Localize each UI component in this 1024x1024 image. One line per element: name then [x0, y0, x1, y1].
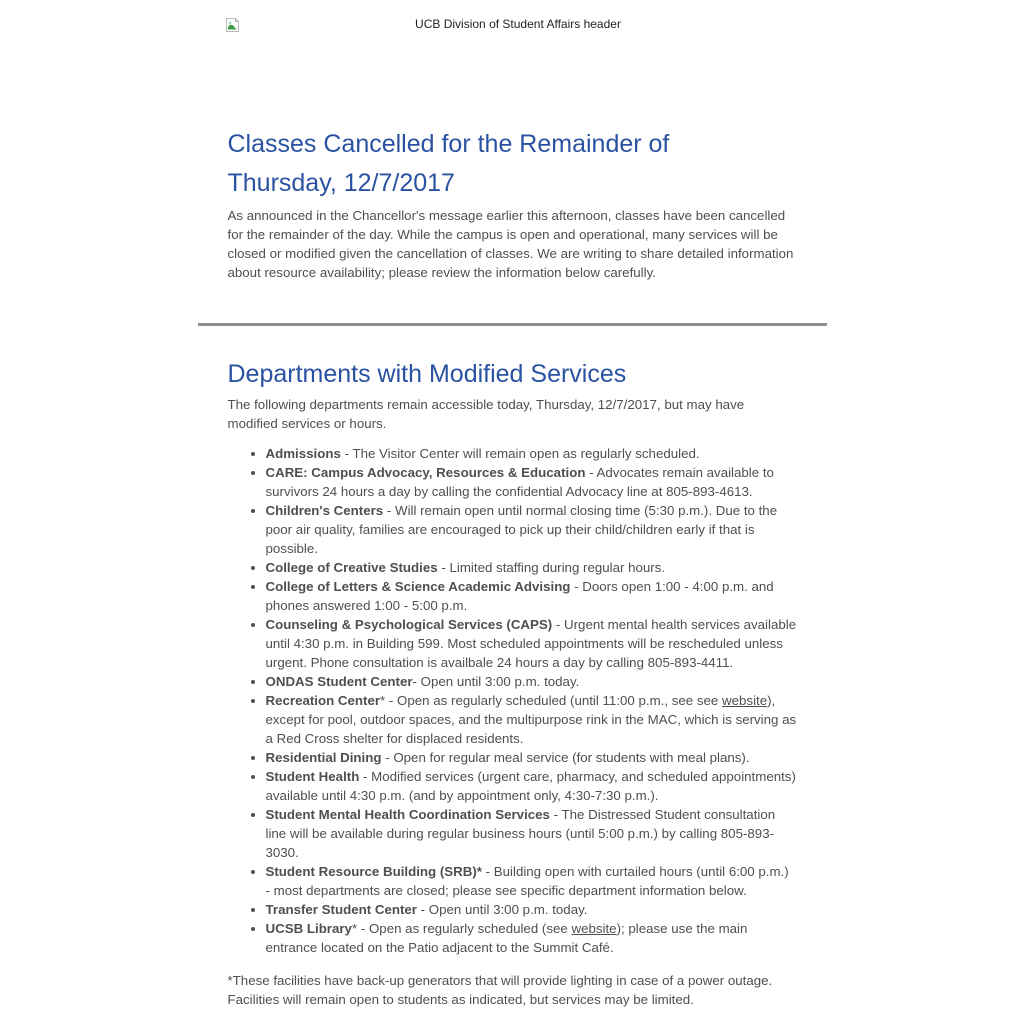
department-name: Student Resource Building (SRB)*	[265, 864, 482, 879]
department-description: - Urgent mental health services available until 4:30 p.m. in Building 599. Most scheduled appointments will be rescheduled unless urgent. Phone consultation is availbale 24 hours a day by calling 805-893-4411.	[265, 617, 797, 670]
department-name: UCSB Library	[265, 921, 352, 936]
department-description: - Advocates remain available to survivors 24 hours a day by calling the confidential Advocacy line at 805-893-4613.	[265, 465, 774, 499]
department-name: ONDAS Student Center	[265, 674, 413, 689]
department-description: - Open as regularly scheduled (until 11:00 p.m., see see	[385, 693, 723, 708]
department-item	[266, 691, 797, 748]
department-item	[266, 805, 797, 862]
section-divider	[198, 323, 827, 326]
department-name-suffix: *	[351, 921, 358, 936]
department-description-continued: ), except for pool, outdoor spaces, and the multipurpose rink in the MAC, which is serving as a Red Cross shelter for displaced residents.	[265, 693, 797, 746]
page-title: Classes Cancelled for the Remainder of Thursday, 12/7/2017	[227, 130, 670, 197]
email-body	[198, 0, 827, 1009]
department-description: - Building open with curtailed hours (until 6:00 p.m.) - most departments are closed; please see specific department information below.	[265, 864, 789, 898]
department-item	[266, 672, 797, 691]
section-intro: The following departments remain accessible today, Thursday, 12/7/2017, but may have modified services or hours.	[227, 397, 745, 431]
department-description: - Open until 3:00 p.m. today.	[412, 674, 580, 689]
department-description: - The Visitor Center will remain open as regularly scheduled.	[340, 446, 700, 461]
department-name: Student Mental Health Coordination Services	[265, 807, 550, 822]
department-name: Recreation Center	[265, 693, 381, 708]
departments-list	[228, 444, 797, 957]
department-description: - Open as regularly scheduled (see	[357, 921, 572, 936]
department-description: - Doors open 1:00 - 4:00 p.m. and phones answered 1:00 - 5:00 p.m.	[265, 579, 774, 613]
department-name: Children's Centers	[265, 503, 384, 518]
broken-image-icon	[225, 17, 240, 33]
department-name: College of Letters & Science Academic Advising	[265, 579, 571, 594]
department-item	[266, 577, 797, 615]
department-item	[266, 615, 797, 672]
department-name: College of Creative Studies	[265, 560, 438, 575]
department-description: - The Distressed Student consultation line will be available during regular business hours (until 5:00 p.m.) by calling 805-893-3030.	[265, 807, 776, 860]
department-name: Admissions	[265, 446, 341, 461]
department-name: CARE: Campus Advocacy, Resources & Education	[265, 465, 586, 480]
department-item	[266, 444, 797, 463]
website-link[interactable]: website	[571, 921, 617, 936]
department-item	[266, 919, 797, 957]
header-image-placeholder	[228, 17, 797, 33]
department-description: - Limited staffing during regular hours.	[437, 560, 666, 575]
department-item	[266, 463, 797, 501]
department-name: Residential Dining	[265, 750, 382, 765]
footnote: *These facilities have back-up generators that will provide lighting in case of a power outage. Facilities will remain open to students as indicated, but services may be limited.	[227, 973, 773, 1007]
header-image-alt-text: UCB Division of Student Affairs header	[415, 17, 621, 31]
department-name-suffix: *	[380, 693, 386, 708]
department-description: - Open for regular meal service (for students with meal plans).	[381, 750, 750, 765]
department-description: - Open until 3:00 p.m. today.	[416, 902, 588, 917]
department-item	[266, 900, 797, 919]
department-description: - Modified services (urgent care, pharmacy, and scheduled appointments) available until 4:30 p.m. (and by appointment only, 4:30-7:30 p.m.).	[265, 769, 796, 803]
department-name: Counseling & Psychological Services (CAPS)	[265, 617, 553, 632]
department-name: Student Health	[265, 769, 360, 784]
website-link[interactable]: website	[722, 693, 768, 708]
section-title: Departments with Modified Services	[227, 360, 627, 388]
department-item	[266, 748, 797, 767]
department-description-continued: ); please use the main entrance located on the Patio adjacent to the Summit Café.	[265, 921, 748, 955]
department-name: Transfer Student Center	[265, 902, 417, 917]
department-item	[266, 501, 797, 558]
department-description: - Will remain open until normal closing time (5:30 p.m.). Due to the poor air quality, families are encouraged to pick up their child/children early if that is possible.	[265, 503, 778, 556]
department-item	[266, 558, 797, 577]
department-item	[266, 862, 797, 900]
department-item	[266, 767, 797, 805]
article-intro: As announced in the Chancellor's message earlier this afternoon, classes have been cancelled for the remainder of the day. While the campus is open and operational, many services will be closed or modified given the cancellation of classes. We are writing to share detailed information about resource availability; please review the information below carefully.	[227, 208, 794, 280]
